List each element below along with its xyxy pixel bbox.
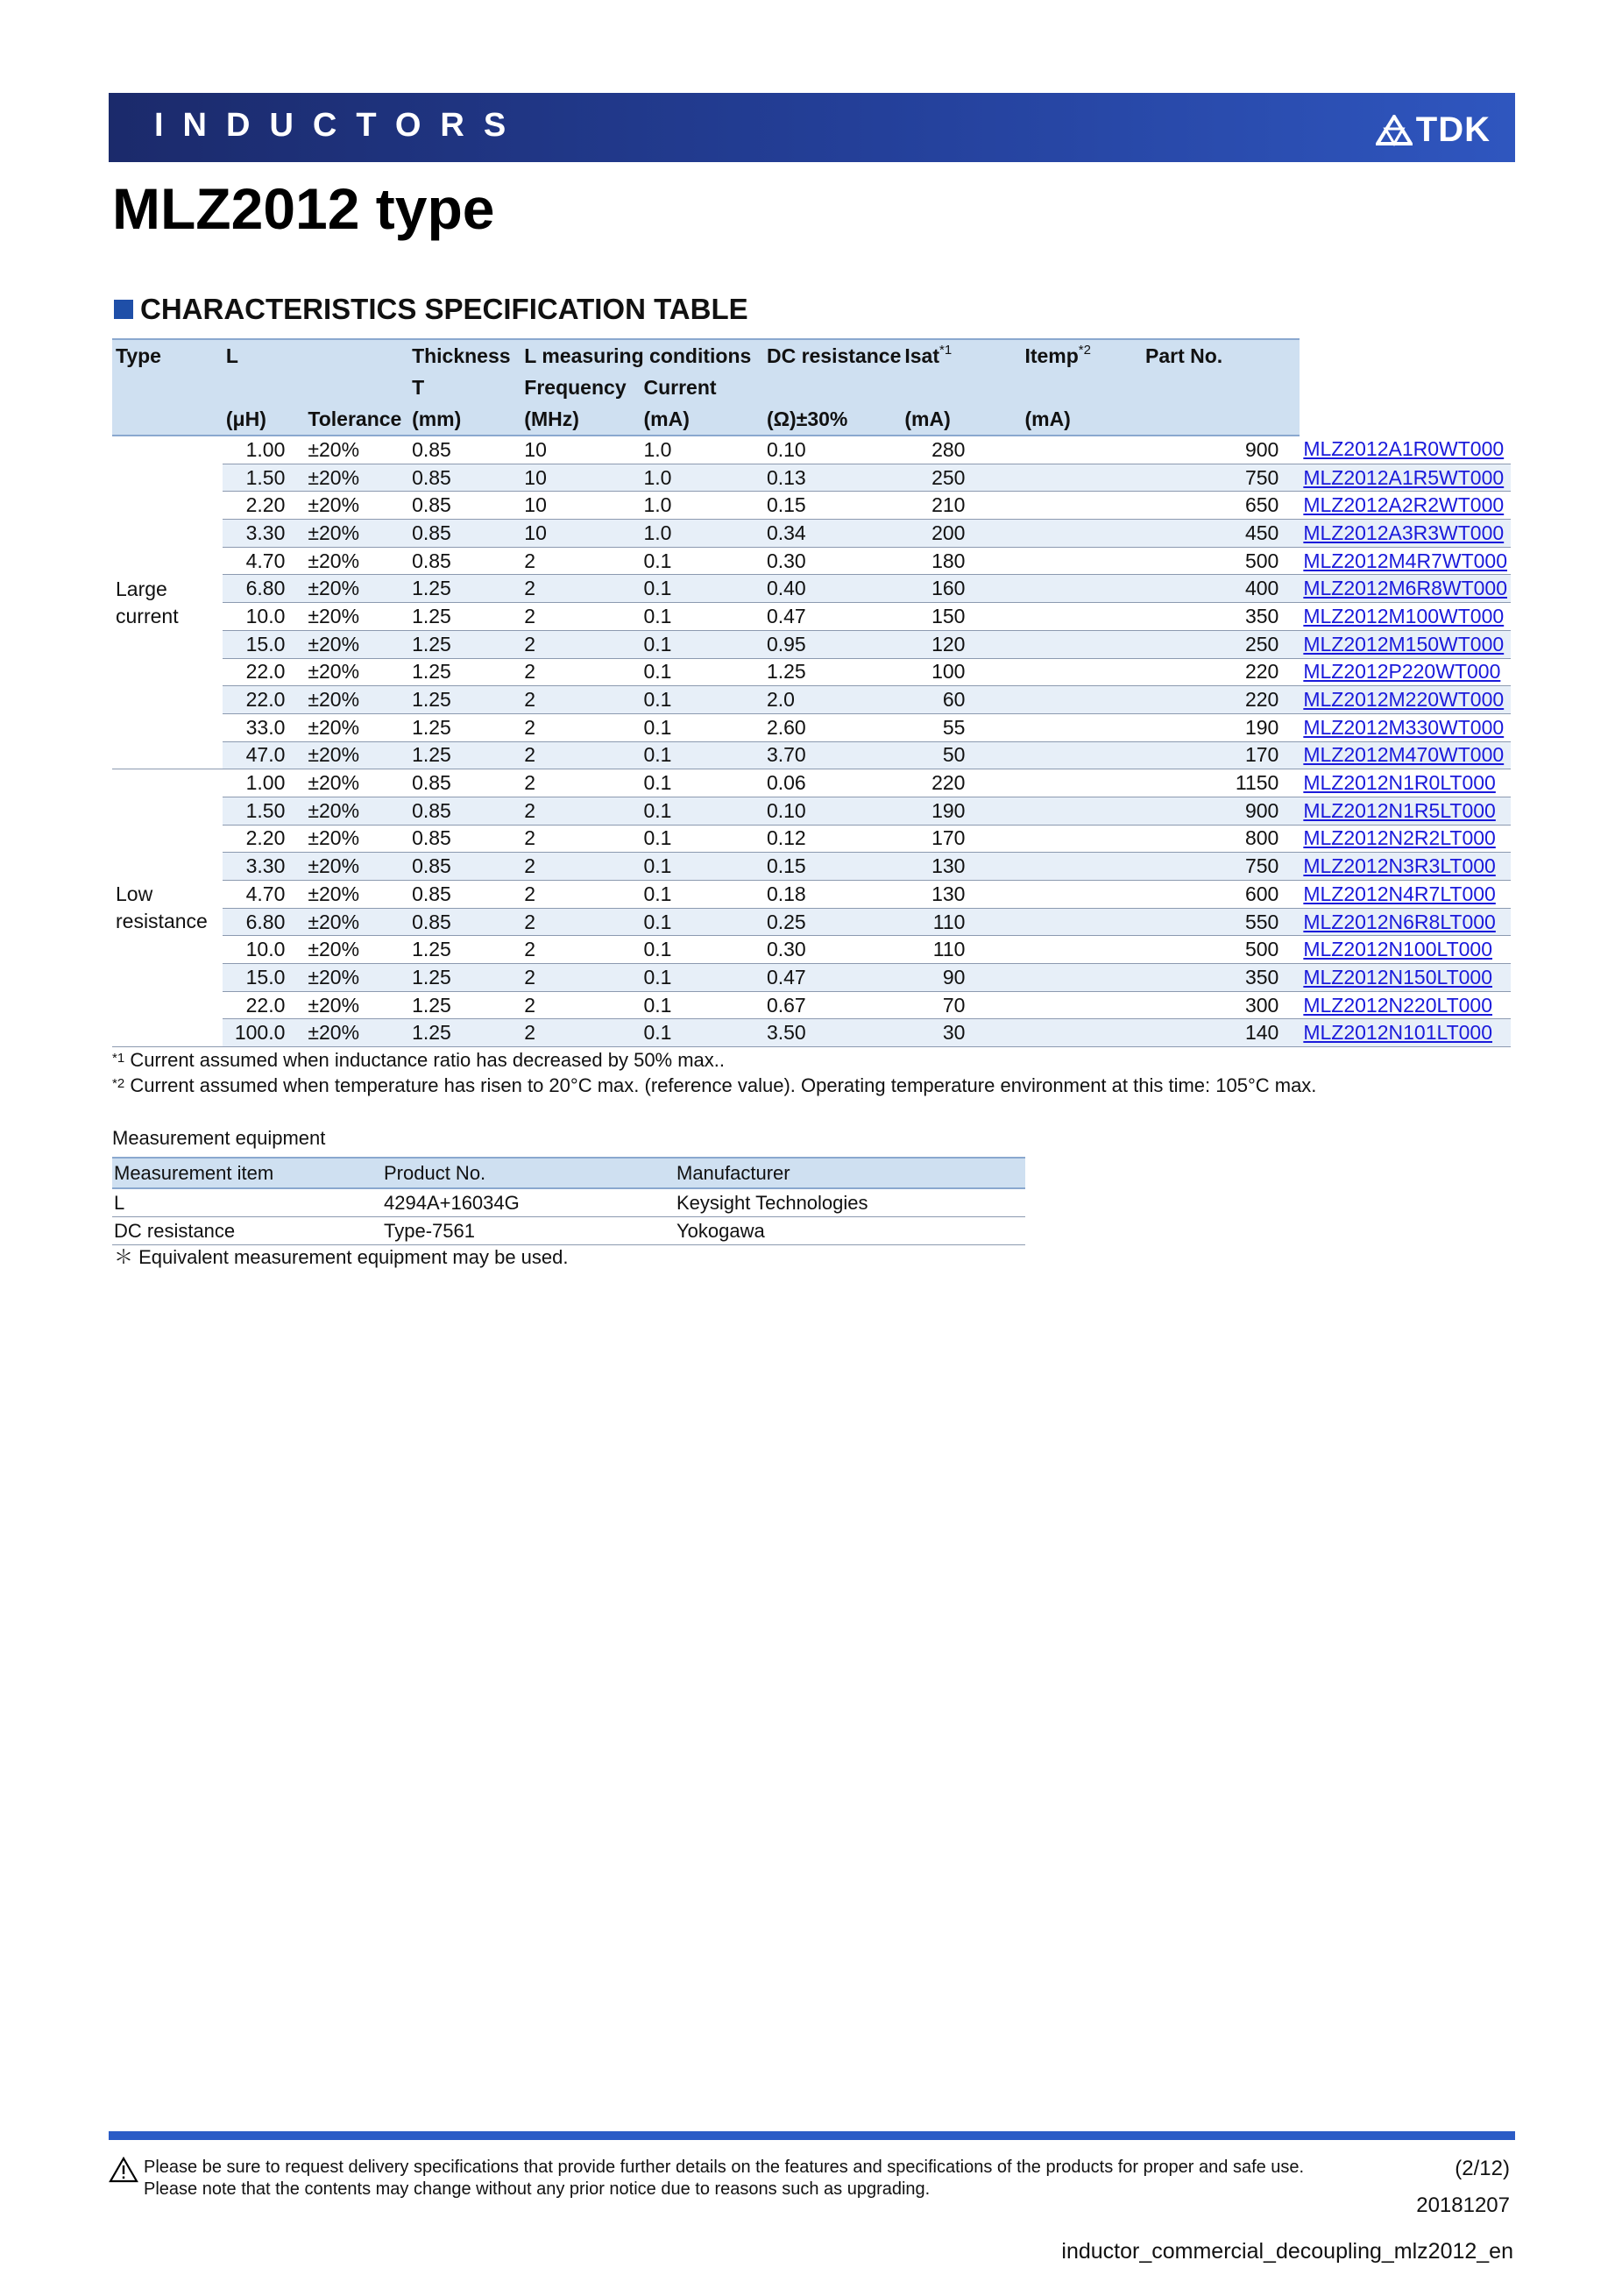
cell-dc-resistance: 0.12: [763, 825, 901, 853]
logo-text: TDK: [1415, 110, 1491, 149]
table-row: [112, 658, 1511, 686]
cell-itemp: 190: [982, 713, 1300, 741]
file-name: inductor_commercial_decoupling_mlz2012_en: [1061, 2239, 1513, 2264]
cell-thickness: 1.25: [408, 741, 521, 769]
cell-thickness: 0.85: [408, 908, 521, 936]
th-part-no: Part No.: [1144, 344, 1223, 367]
meq-th-item: Measurement item: [112, 1158, 382, 1188]
table-row: [112, 630, 1511, 658]
cell-dc-resistance: 0.34: [763, 520, 901, 548]
cell-frequency: 2: [521, 1019, 640, 1047]
cell-tolerance: ±20%: [304, 686, 408, 714]
cell-itemp: 650: [982, 492, 1300, 520]
cell-l-value: 6.80: [223, 575, 305, 603]
cell-isat: 280: [901, 436, 982, 464]
th-l: L: [223, 339, 305, 372]
cell-tolerance: ±20%: [304, 658, 408, 686]
cell-current: 0.1: [640, 713, 762, 741]
tdk-logo-icon: [1376, 115, 1413, 146]
cell-dc-resistance: 0.10: [763, 797, 901, 825]
part-number-link[interactable]: MLZ2012N4R7LT000: [1303, 882, 1496, 905]
cell-thickness: 1.25: [408, 713, 521, 741]
cell-isat: 120: [901, 630, 982, 658]
cell-l-value: 1.00: [223, 436, 305, 464]
cell-isat: 130: [901, 853, 982, 881]
cell-dc-resistance: 2.60: [763, 713, 901, 741]
cell-itemp: 500: [982, 547, 1300, 575]
table-row: [112, 881, 1511, 909]
cell-thickness: 1.25: [408, 964, 521, 992]
cell-dc-resistance: 0.06: [763, 769, 901, 797]
cell-itemp: 220: [982, 686, 1300, 714]
tdk-logo: [1376, 110, 1491, 150]
cell-isat: 150: [901, 603, 982, 631]
table-row: [112, 603, 1511, 631]
page-number: (2/12): [1455, 2157, 1510, 2180]
th-ohm: (Ω)±30%: [763, 403, 901, 436]
table-row: [112, 769, 1511, 797]
th-isat: Isat$^{*1}$: [901, 339, 982, 372]
footer-bar: [109, 2131, 1515, 2140]
date-code: 20181207: [1416, 2193, 1510, 2217]
cell-isat: 100: [901, 658, 982, 686]
table-row: [112, 547, 1511, 575]
cell-tolerance: ±20%: [304, 881, 408, 909]
cell-tolerance: ±20%: [304, 991, 408, 1019]
cell-isat: 110: [901, 936, 982, 964]
cell-current: 0.1: [640, 908, 762, 936]
cell-frequency: 10: [521, 520, 640, 548]
cell-l-value: 100.0: [223, 1019, 305, 1047]
cell-tolerance: ±20%: [304, 713, 408, 741]
cell-frequency: 2: [521, 741, 640, 769]
cell-isat: 210: [901, 492, 982, 520]
part-number-link[interactable]: MLZ2012M100WT000: [1303, 604, 1505, 627]
cell-l-value: 22.0: [223, 658, 305, 686]
cell-frequency: 2: [521, 991, 640, 1019]
cell-dc-resistance: 0.15: [763, 853, 901, 881]
cell-frequency: 10: [521, 436, 640, 464]
cell-l-value: 1.50: [223, 797, 305, 825]
page-title: MLZ2012 type: [112, 176, 495, 241]
part-number-link[interactable]: MLZ2012A3R3WT000: [1303, 521, 1505, 544]
th-itemp-unit: (mA): [982, 403, 1300, 436]
table-row: [112, 492, 1511, 520]
cell-frequency: 2: [521, 908, 640, 936]
table-row: L 4294A+16034G Keysight Technologies: [112, 1188, 1025, 1217]
cell-current: 0.1: [640, 964, 762, 992]
cell-dc-resistance: 0.18: [763, 881, 901, 909]
cell-thickness: 0.85: [408, 520, 521, 548]
cell-thickness: 0.85: [408, 769, 521, 797]
meq-th-product: Product No.: [382, 1158, 675, 1188]
cell-l-value: 2.20: [223, 825, 305, 853]
cell-frequency: 2: [521, 853, 640, 881]
measurement-note: ＊ Equivalent measurement equipment may be used.: [114, 1246, 569, 1268]
th-l-conditions: L measuring conditions: [521, 339, 763, 372]
cell-thickness: 0.85: [408, 853, 521, 881]
cell-itemp: 1150: [982, 769, 1300, 797]
cell-isat: 60: [901, 686, 982, 714]
th-frequency: Frequency: [521, 372, 640, 403]
th-dc-resistance: DC resistance: [763, 339, 901, 372]
section-title: [114, 293, 748, 326]
cell-current: 0.1: [640, 575, 762, 603]
cell-thickness: 1.25: [408, 1019, 521, 1047]
cell-dc-resistance: 0.67: [763, 991, 901, 1019]
cell-tolerance: ±20%: [304, 492, 408, 520]
part-number-link[interactable]: MLZ2012N1R0LT000: [1303, 771, 1496, 795]
cell-l-value: 1.00: [223, 769, 305, 797]
cell-l-value: 3.30: [223, 520, 305, 548]
cell-l-value: 6.80: [223, 908, 305, 936]
th-isat-unit: (mA): [901, 403, 982, 436]
cell-frequency: 10: [521, 464, 640, 492]
footer-line-1: Please be sure to request delivery specifications that provide further details on the features and specifications of the products for proper and safe use.: [144, 2158, 1305, 2177]
cell-frequency: 2: [521, 769, 640, 797]
part-number-link[interactable]: MLZ2012A1R5WT000: [1303, 465, 1505, 489]
cell-frequency: 2: [521, 547, 640, 575]
cell-isat: 170: [901, 825, 982, 853]
measurement-title: Measurement equipment: [112, 1127, 326, 1149]
cell-l-value: 10.0: [223, 936, 305, 964]
cell-frequency: 2: [521, 686, 640, 714]
cell-thickness: 1.25: [408, 658, 521, 686]
cell-dc-resistance: 0.10: [763, 436, 901, 464]
cell-itemp: 250: [982, 630, 1300, 658]
cell-thickness: 1.25: [408, 575, 521, 603]
th-itemp: Itemp$^{*2}$ Part No.: [982, 339, 1300, 372]
cell-l-value: 1.50: [223, 464, 305, 492]
part-number-link[interactable]: MLZ2012N3R3LT000: [1303, 854, 1496, 878]
th-tolerance: Tolerance: [304, 403, 408, 436]
part-number-link[interactable]: MLZ2012M330WT000: [1303, 715, 1505, 739]
cell-l-value: 4.70: [223, 547, 305, 575]
cell-l-value: 47.0: [223, 741, 305, 769]
cell-frequency: 10: [521, 492, 640, 520]
cell-current: 1.0: [640, 464, 762, 492]
cell-tolerance: ±20%: [304, 1019, 408, 1047]
cell-frequency: 2: [521, 936, 640, 964]
footnote-2: $^{*2}$ Current assumed when temperature has risen to 20°C max. (reference value). Operating temperature environment at this time: 105°C max.: [112, 1074, 1317, 1096]
cell-itemp: 600: [982, 881, 1300, 909]
cell-isat: 180: [901, 547, 982, 575]
cell-current: 0.1: [640, 603, 762, 631]
cell-l-value: 4.70: [223, 881, 305, 909]
table-row: [112, 797, 1511, 825]
cell-isat: 220: [901, 769, 982, 797]
table-row: [112, 936, 1511, 964]
cell-itemp: 220: [982, 658, 1300, 686]
cell-tolerance: ±20%: [304, 964, 408, 992]
cell-current: 0.1: [640, 936, 762, 964]
cell-tolerance: ±20%: [304, 769, 408, 797]
cell-isat: 250: [901, 464, 982, 492]
part-number-link[interactable]: MLZ2012M4R7WT000: [1303, 549, 1507, 572]
part-number-link[interactable]: MLZ2012N1R5LT000: [1303, 798, 1496, 822]
cell-isat: 55: [901, 713, 982, 741]
cell-isat: 130: [901, 881, 982, 909]
measurement-table: [112, 1157, 1025, 1245]
cell-tolerance: ±20%: [304, 797, 408, 825]
cell-dc-resistance: 3.70: [763, 741, 901, 769]
cell-tolerance: ±20%: [304, 575, 408, 603]
cell-itemp: 750: [982, 853, 1300, 881]
header-banner: [109, 93, 1515, 162]
cell-current: 0.1: [640, 797, 762, 825]
cell-isat: 110: [901, 908, 982, 936]
part-number-link[interactable]: MLZ2012N6R8LT000: [1303, 910, 1496, 933]
cell-tolerance: ±20%: [304, 908, 408, 936]
cell-isat: 200: [901, 520, 982, 548]
cell-current: 1.0: [640, 436, 762, 464]
cell-l-value: 33.0: [223, 713, 305, 741]
table-row: [112, 436, 1511, 464]
cell-l-value: 10.0: [223, 603, 305, 631]
cell-thickness: 0.85: [408, 436, 521, 464]
part-number-link[interactable]: MLZ2012P220WT000: [1303, 660, 1501, 684]
cell-l-value: 3.30: [223, 853, 305, 881]
th-thickness: Thickness: [408, 339, 521, 372]
cell-l-value: 2.20: [223, 492, 305, 520]
table-row: [112, 853, 1511, 881]
cell-dc-resistance: 0.25: [763, 908, 901, 936]
cell-dc-resistance: 0.30: [763, 547, 901, 575]
cell-itemp: 500: [982, 936, 1300, 964]
part-number-link[interactable]: MLZ2012N150LT000: [1303, 965, 1493, 989]
cell-thickness: 0.85: [408, 825, 521, 853]
cell-l-value: 22.0: [223, 686, 305, 714]
cell-isat: 50: [901, 741, 982, 769]
cell-itemp: 900: [982, 436, 1300, 464]
table-row: [112, 464, 1511, 492]
cell-itemp: 400: [982, 575, 1300, 603]
cell-current: 0.1: [640, 853, 762, 881]
part-number-link[interactable]: MLZ2012M6R8WT000: [1303, 577, 1507, 600]
cell-frequency: 2: [521, 575, 640, 603]
cell-itemp: 140: [982, 1019, 1300, 1047]
footnote-1: $^{*1}$ Current assumed when inductance ratio has decreased by 50% max..: [112, 1049, 726, 1071]
cell-dc-resistance: 0.13: [763, 464, 901, 492]
cell-dc-resistance: 2.0: [763, 686, 901, 714]
cell-itemp: 550: [982, 908, 1300, 936]
table-row: DC resistance Type-7561 Yokogawa: [112, 1217, 1025, 1245]
cell-dc-resistance: 1.25: [763, 658, 901, 686]
cell-l-value: 15.0: [223, 964, 305, 992]
cell-thickness: 0.85: [408, 547, 521, 575]
th-mhz: (MHz): [521, 403, 640, 436]
table-row: [112, 713, 1511, 741]
cell-frequency: 2: [521, 825, 640, 853]
cell-current: 1.0: [640, 520, 762, 548]
cell-l-value: 22.0: [223, 991, 305, 1019]
cell-isat: 30: [901, 1019, 982, 1047]
row-type: Low resistance: [112, 769, 223, 1047]
cell-dc-resistance: 3.50: [763, 1019, 901, 1047]
footnotes: [112, 1047, 1316, 1098]
cell-itemp: 300: [982, 991, 1300, 1019]
cell-itemp: 350: [982, 964, 1300, 992]
part-number-link[interactable]: MLZ2012A2R2WT000: [1303, 493, 1505, 517]
cell-frequency: 2: [521, 881, 640, 909]
cell-thickness: 1.25: [408, 936, 521, 964]
cell-dc-resistance: 0.40: [763, 575, 901, 603]
cell-tolerance: ±20%: [304, 520, 408, 548]
th-t: T: [408, 372, 521, 403]
cell-current: 0.1: [640, 991, 762, 1019]
cell-thickness: 0.85: [408, 464, 521, 492]
cell-tolerance: ±20%: [304, 825, 408, 853]
footer-line-2: Please note that the contents may change without any prior notice due to reasons such as upgrading.: [144, 2179, 931, 2199]
cell-thickness: 1.25: [408, 630, 521, 658]
cell-thickness: 1.25: [408, 991, 521, 1019]
cell-thickness: 0.85: [408, 881, 521, 909]
cell-itemp: 350: [982, 603, 1300, 631]
cell-tolerance: ±20%: [304, 853, 408, 881]
cell-itemp: 900: [982, 797, 1300, 825]
cell-tolerance: ±20%: [304, 936, 408, 964]
cell-isat: 190: [901, 797, 982, 825]
cell-tolerance: ±20%: [304, 547, 408, 575]
category-label: INDUCTORS: [154, 107, 526, 144]
footer-warning: [109, 2157, 1304, 2200]
part-number-link[interactable]: MLZ2012N100LT000: [1303, 938, 1493, 961]
cell-itemp: 750: [982, 464, 1300, 492]
cell-itemp: 800: [982, 825, 1300, 853]
cell-current: 0.1: [640, 741, 762, 769]
th-type: Type: [112, 339, 223, 372]
cell-l-value: 15.0: [223, 630, 305, 658]
cell-isat: 160: [901, 575, 982, 603]
cell-tolerance: ±20%: [304, 741, 408, 769]
section-title-text: CHARACTERISTICS SPECIFICATION TABLE: [140, 293, 748, 325]
section-square-icon: [114, 300, 133, 319]
cell-frequency: 2: [521, 603, 640, 631]
cell-current: 0.1: [640, 881, 762, 909]
cell-isat: 70: [901, 991, 982, 1019]
cell-frequency: 2: [521, 797, 640, 825]
part-number-link[interactable]: MLZ2012N101LT000: [1303, 1021, 1493, 1045]
cell-dc-resistance: 0.95: [763, 630, 901, 658]
cell-itemp: 450: [982, 520, 1300, 548]
cell-frequency: 2: [521, 713, 640, 741]
table-row: [112, 991, 1511, 1019]
cell-dc-resistance: 0.47: [763, 964, 901, 992]
cell-tolerance: ±20%: [304, 464, 408, 492]
meq-th-manufacturer: Manufacturer: [675, 1158, 1025, 1188]
cell-dc-resistance: 0.47: [763, 603, 901, 631]
cell-thickness: 0.85: [408, 492, 521, 520]
cell-tolerance: ±20%: [304, 630, 408, 658]
cell-current: 0.1: [640, 630, 762, 658]
cell-itemp: 170: [982, 741, 1300, 769]
cell-dc-resistance: 0.30: [763, 936, 901, 964]
spec-table: [112, 338, 1511, 1047]
row-type: Large current: [112, 436, 223, 769]
part-number-link[interactable]: MLZ2012N2R2LT000: [1303, 826, 1496, 850]
th-ma: (mA): [640, 403, 762, 436]
warning-icon: [109, 2157, 138, 2183]
cell-frequency: 2: [521, 964, 640, 992]
table-row: [112, 686, 1511, 714]
cell-current: 1.0: [640, 492, 762, 520]
table-row: [112, 825, 1511, 853]
cell-frequency: 2: [521, 658, 640, 686]
table-row: [112, 908, 1511, 936]
cell-current: 0.1: [640, 1019, 762, 1047]
part-number-link[interactable]: MLZ2012A1R0WT000: [1303, 437, 1505, 461]
cell-tolerance: ±20%: [304, 603, 408, 631]
cell-current: 0.1: [640, 825, 762, 853]
cell-current: 0.1: [640, 769, 762, 797]
cell-thickness: 0.85: [408, 797, 521, 825]
table-row: [112, 964, 1511, 992]
cell-frequency: 2: [521, 630, 640, 658]
cell-dc-resistance: 0.15: [763, 492, 901, 520]
table-row: [112, 575, 1511, 603]
cell-isat: 90: [901, 964, 982, 992]
table-row: [112, 1019, 1511, 1047]
table-row: [112, 520, 1511, 548]
th-current: Current: [640, 372, 762, 403]
cell-tolerance: ±20%: [304, 436, 408, 464]
cell-current: 0.1: [640, 686, 762, 714]
table-row: [112, 741, 1511, 769]
cell-thickness: 1.25: [408, 686, 521, 714]
part-number-link[interactable]: MLZ2012M220WT000: [1303, 688, 1505, 712]
part-number-link[interactable]: MLZ2012M150WT000: [1303, 632, 1505, 655]
cell-current: 0.1: [640, 547, 762, 575]
cell-current: 0.1: [640, 658, 762, 686]
th-mm: (mm): [408, 403, 521, 436]
part-number-link[interactable]: MLZ2012N220LT000: [1303, 993, 1493, 1017]
part-number-link[interactable]: MLZ2012M470WT000: [1303, 743, 1505, 767]
th-uh: (μH): [223, 403, 305, 436]
cell-thickness: 1.25: [408, 603, 521, 631]
